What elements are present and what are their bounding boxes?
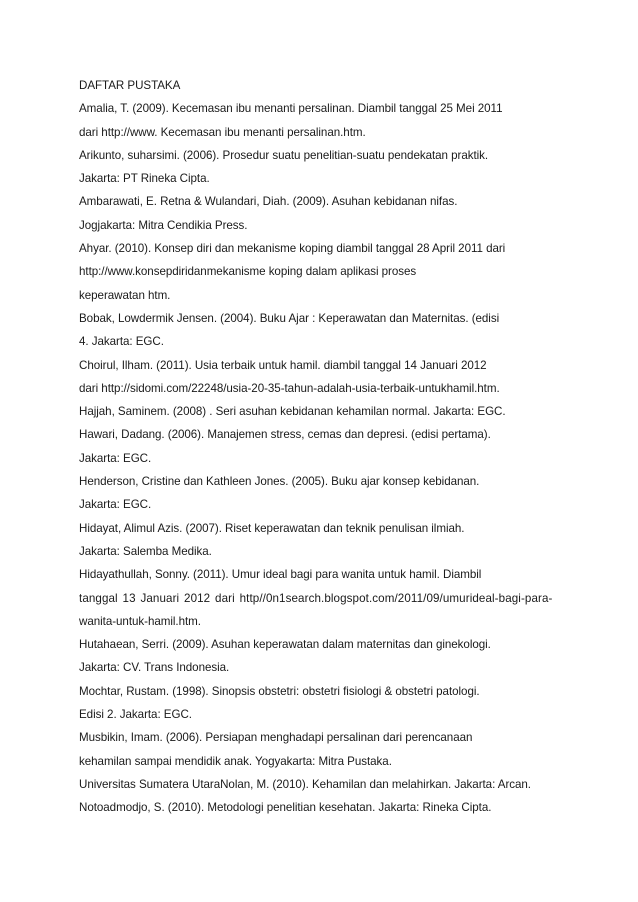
bibliography-line: Hidayathullah, Sonny. (2011). Umur ideal bagi para wanita untuk hamil. Diambil [79, 568, 482, 582]
bibliography-line: Amalia, T. (2009). Kecemasan ibu menanti persalinan. Diambil tanggal 25 Mei 2011 [79, 102, 503, 116]
bibliography-line: Jakarta: PT Rineka Cipta. [79, 172, 210, 186]
bibliography-line: Mochtar, Rustam. (1998). Sinopsis obstetri: obstetri fisiologi & obstetri patologi. [79, 684, 480, 698]
bibliography-line: Jakarta: Salemba Medika. [79, 544, 212, 558]
bibliography-line: Musbikin, Imam. (2006). Persiapan menghadapi persalinan dari perencanaan [79, 731, 473, 745]
bibliography-line: Hajjah, Saminem. (2008) . Seri asuhan kebidanan kehamilan normal. Jakarta: EGC. [79, 405, 506, 419]
bibliography-line: Choirul, Ilham. (2011). Usia terbaik untuk hamil. diambil tanggal 14 Januari 2012 [79, 358, 487, 372]
bibliography-line: dari http://sidomi.com/22248/usia-20-35-tahun-adalah-usia-terbaik-untukhamil.htm. [79, 381, 500, 395]
bibliography-line: Notoadmodjo, S. (2010). Metodologi penelitian kesehatan. Jakarta: Rineka Cipta. [79, 801, 492, 815]
bibliography-line: http://www.konsepdiridanmekanisme koping dalam aplikasi proses [79, 265, 417, 279]
bibliography-line: Ahyar. (2010). Konsep diri dan mekanisme koping diambil tanggal 28 April 2011 dari [79, 242, 506, 256]
bibliography-line: Jakarta: EGC. [79, 498, 152, 512]
bibliography-line: Arikunto, suharsimi. (2006). Prosedur suatu penelitian-suatu pendekatan praktik. [79, 148, 489, 162]
bibliography-heading: DAFTAR PUSTAKA [79, 79, 181, 92]
bibliography-line: Edisi 2. Jakarta: EGC. [79, 708, 192, 722]
bibliography-line: Jakarta: EGC. [79, 451, 152, 465]
bibliography-line: dari http://www. Kecemasan ibu menanti persalinan.htm. [79, 125, 366, 139]
bibliography-line: kehamilan sampai mendidik anak. Yogyakarta: Mitra Pustaka. [79, 754, 392, 768]
bibliography-line: Jogjakarta: Mitra Cendikia Press. [79, 218, 248, 232]
bibliography-line: tanggal 13 Januari 2012 dari http//0n1search.blogspot.com/2011/09/umurideal-bagi-para- [79, 591, 553, 605]
bibliography-line: 4. Jakarta: EGC. [79, 335, 164, 349]
bibliography-line: Hawari, Dadang. (2006). Manajemen stress, cemas dan depresi. (edisi pertama). [79, 428, 491, 442]
bibliography-line: Hutahaean, Serri. (2009). Asuhan keperawatan dalam maternitas dan ginekologi. [79, 638, 491, 652]
bibliography-line: wanita-untuk-hamil.htm. [79, 614, 201, 628]
bibliography-line: Henderson, Cristine dan Kathleen Jones. (2005). Buku ajar konsep kebidanan. [79, 475, 480, 489]
bibliography-line: Jakarta: CV. Trans Indonesia. [79, 661, 230, 675]
bibliography-line: keperawatan htm. [79, 288, 171, 302]
bibliography-line: Bobak, Lowdermik Jensen. (2004). Buku Ajar : Keperawatan dan Maternitas. (edisi [79, 311, 500, 325]
bibliography-line: Hidayat, Alimul Azis. (2007). Riset keperawatan dan teknik penulisan ilmiah. [79, 521, 465, 535]
bibliography-line: Ambarawati, E. Retna & Wulandari, Diah. (2009). Asuhan kebidanan nifas. [79, 195, 458, 209]
bibliography-line: Universitas Sumatera UtaraNolan, M. (2010). Kehamilan dan melahirkan. Jakarta: Arcan. [79, 777, 531, 791]
